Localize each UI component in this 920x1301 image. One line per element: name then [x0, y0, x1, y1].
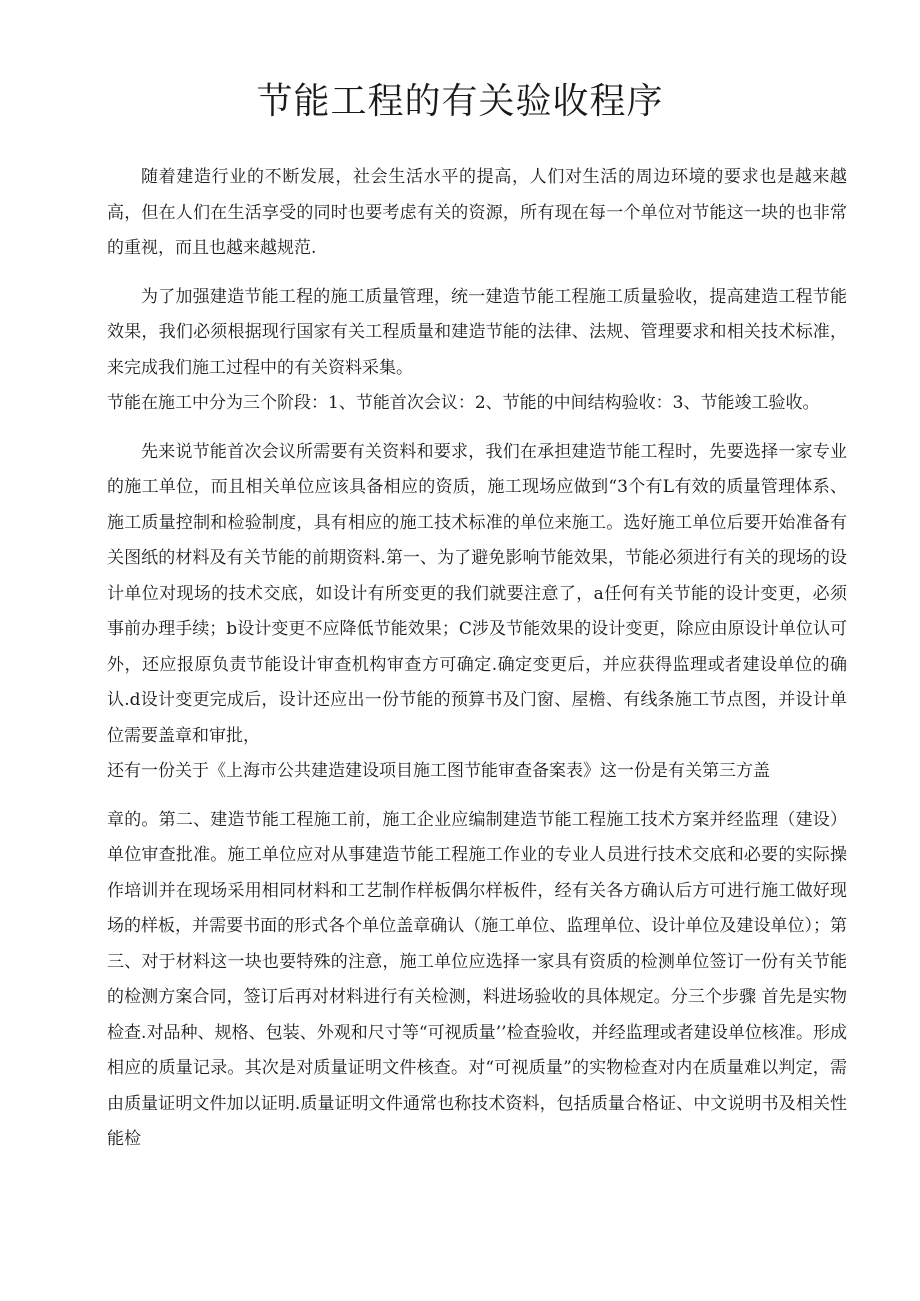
page-title: 节能工程的有关验收程序	[256, 81, 664, 122]
paragraph-filing-form: 还有一份关于《上海市公共建造建设项目施工图节能审查备案表》这一份是有关第三方盖	[107, 761, 770, 781]
paragraph-construction-steps: 章的。第二、建造节能工程施工前，施工企业应编制建造节能工程施工技术方案并经监理（建设）单位审查批准。施工单位应对从事建造节能工程施工作业的专业人员进行技术交底和必要的实际操作培训并在现场采用相同材料和工艺制作样板偶尔样板件，经有关各方确认后方可进行施工做好现场的样板，并需要书面的形式各个单位盖章确认（施工单位、监理单位、设计单位及建设单位）；第三、对于材料这一块也要特殊的注意，施工单位应选择一家具有资质的检测单位签订一份有关节能的检测方案合同，签订后再对材料进行有关检测，料进场验收的具体规定。分三个步骤 首先是实物检查.对品种、规格、包装、外观和尺寸等“可视质量’’检查验收，并经监理或者建设单位核准。形成相应的质量记录。其次是对质量证明文件核查。对“可视质量”的实物检查对内在质量难以判定，需由质量证明文件加以证明.质量证明文件通常也称技术资料，包括质量合格证、中文说明书及相关性能检	[107, 809, 847, 1149]
paragraph-stages: 节能在施工中分为三个阶段：1、节能首次会议：2、节能的中间结构验收：3、节能竣工验收。	[107, 393, 820, 413]
paragraph-first-meeting: 先来说节能首次会议所需要有关资料和要求，我们在承担建造节能工程时，先要选择一家专业的施工单位，而且相关单位应该具备相应的资质，施工现场应做到“3个有L有效的质量管理体系、施工质量控制和检验制度，具有相应的施工技术标准的单位来施工。选好施工单位后要开始准备有关图纸的材料及有关节能的前期资料.第一、为了避免影响节能效果，节能必须进行有关的现场的设计单位对现场的技术交底，如设计有所变更的我们就要注意了，a任何有关节能的设计变更，必须事前办理手续；b设计变更不应降低节能效果；C涉及节能效果的设计变更，除应由原设计单位认可外，还应报原负责节能设计审查机构审查方可确定.确定变更后，并应获得监理或者建设单位的确认.d设计变更完成后，设计还应出一份节能的预算书及门窗、屋檐、有线条施工节点图，并设计单位需要盖章和审批，	[107, 441, 847, 746]
document-body	[107, 160, 847, 1158]
paragraph-purpose: 为了加强建造节能工程的施工质量管理，统一建造节能工程施工质量验收，提高建造工程节能效果，我们必须根据现行国家有关工程质量和建造节能的法律、法规、管理要求和相关技术标准，来完成我们施工过程中的有关资料采集。	[107, 286, 847, 378]
paragraph-intro: 随着建造行业的不断发展，社会生活水平的提高，人们对生活的周边环境的要求也是越来越高，但在人们在生活享受的同时也要考虑有关的资源，所有现在每一个单位对节能这一块的也非常的重视，而且也越来越规范.	[107, 167, 847, 258]
